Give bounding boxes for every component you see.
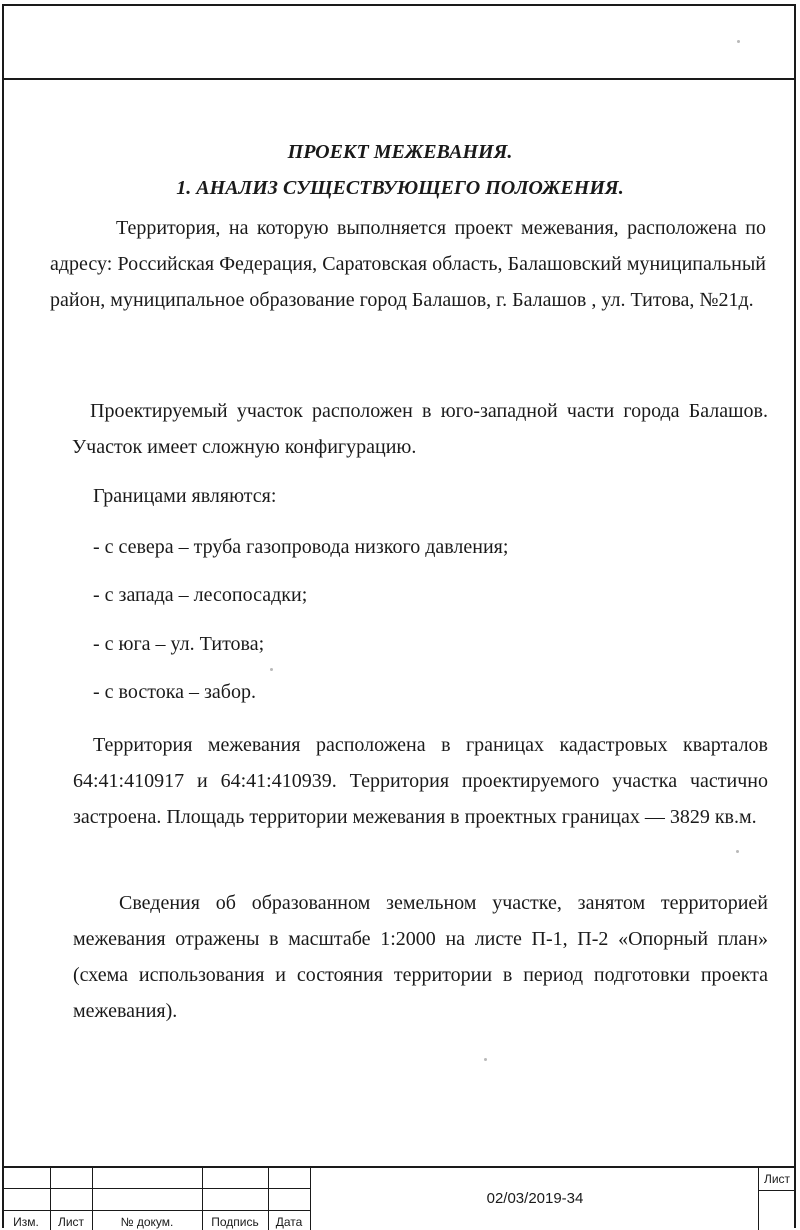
scan-speck	[270, 668, 273, 671]
info-paragraph: Сведения об образованном земельном участке, занятом территорией межевания отражены в масштабе 1:2000 на листе П-1, П-2 «Опорный план» (схема использования и состояния территории в период подготовки проекта межевания).	[73, 892, 768, 1022]
stamp-label-sheet: Лист	[57, 1215, 85, 1229]
scan-speck	[737, 40, 740, 43]
stamp-label-revision: Изм.	[13, 1215, 39, 1229]
document-code: 02/03/2019-34	[486, 1190, 584, 1207]
scan-speck	[736, 850, 739, 853]
document-title: ПРОЕКТ МЕЖЕВАНИЯ.	[287, 141, 513, 163]
scan-speck	[484, 1058, 487, 1061]
title-block	[2, 1166, 796, 1230]
location-paragraph: Проектируемый участок расположен в юго-западной части города Балашов. Участок имеет сложную конфигурацию.	[72, 400, 768, 458]
frame-top-rule	[2, 78, 796, 80]
boundary-south: - с юга – ул. Титова;	[93, 633, 265, 655]
stamp-label-signature: Подпись	[211, 1215, 259, 1229]
stamp-label-doc-number: № докум.	[120, 1215, 174, 1229]
boundary-west: - с запада – лесопосадки;	[93, 584, 308, 606]
boundary-east: - с востока – забор.	[93, 681, 256, 703]
boundaries-heading: Границами являются:	[93, 485, 277, 507]
intro-paragraph: Территория, на которую выполняется проект межевания, расположена по адресу: Российская Федерация, Саратовская область, Балашовский муниципальный район, муниципальное образование город Балашов, г. Балашов , ул. Титова, №21д.	[50, 217, 766, 311]
stamp-label-sheet-number: Лист	[763, 1172, 791, 1186]
stamp-label-date: Дата	[275, 1215, 303, 1229]
territory-paragraph: Территория межевания расположена в границах кадастровых кварталов 64:41:410917 и 64:41:410939. Территория проектируемого участка частично застроена. Площадь территории межевания в проектных границах — 3829 кв.м.	[73, 734, 768, 828]
section-heading: 1. АНАЛИЗ СУЩЕСТВУЮЩЕГО ПОЛОЖЕНИЯ.	[176, 177, 624, 199]
boundary-north: - с севера – труба газопровода низкого давления;	[93, 536, 509, 558]
